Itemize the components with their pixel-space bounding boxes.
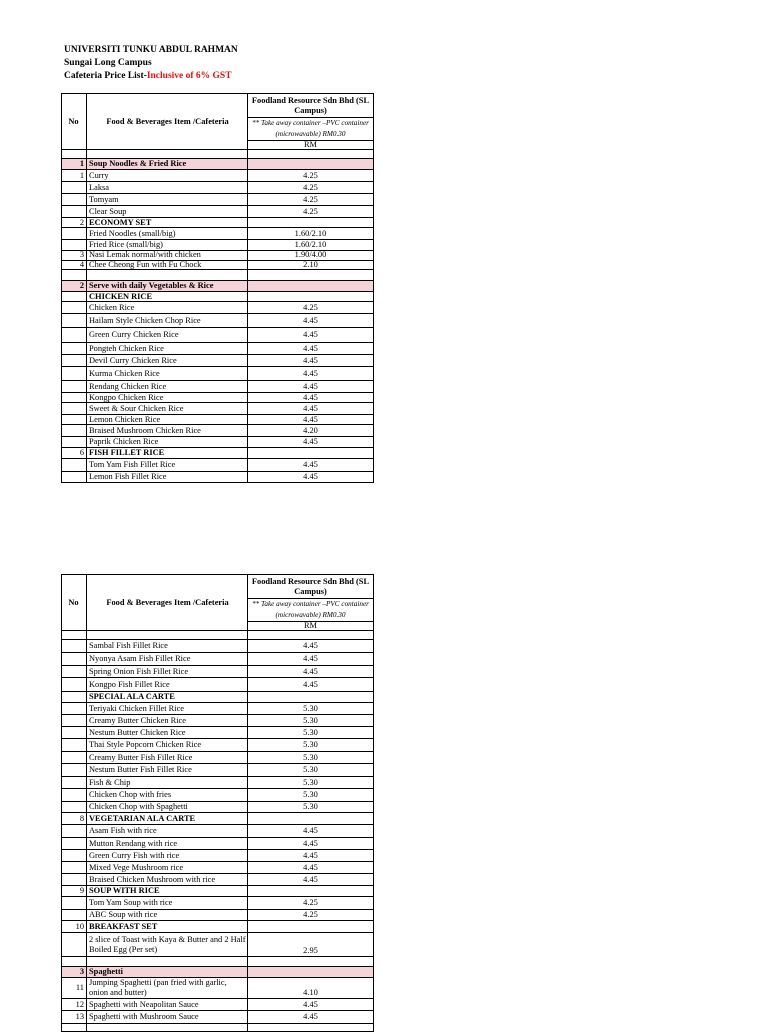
item-price: 4.45: [248, 472, 374, 483]
item-price: 4.25: [248, 182, 374, 194]
item-price: 4.45: [248, 381, 374, 393]
item-name: Nasi Lemak normal/with chicken: [87, 251, 248, 260]
menu-item-row: [62, 182, 374, 194]
item-price: 5.30: [248, 789, 374, 802]
menu-item-row: [62, 302, 374, 314]
item-price: 4.45: [248, 367, 374, 381]
row-number: 11: [62, 978, 87, 999]
item-price: 4.45: [248, 640, 374, 653]
item-price: 5.30: [248, 715, 374, 727]
price-table-1: [61, 93, 374, 483]
item-name: Spring Onion Fish Fillet Rice: [87, 666, 248, 678]
row-number: [62, 631, 87, 640]
menu-item-row: [62, 194, 374, 206]
item-price: 4.45: [248, 343, 374, 355]
menu-item-row: [62, 640, 374, 653]
item-name: ECONOMY SET: [87, 218, 248, 228]
price-table-2: [61, 574, 374, 1032]
row-number: [62, 910, 87, 921]
item-name: Nyonya Asam Fish Fillet Rice: [87, 653, 248, 666]
item-name: [87, 1024, 248, 1032]
row-number: [62, 874, 87, 886]
item-price: [248, 218, 374, 228]
item-price: [248, 692, 374, 703]
item-name: Chicken Chop with fries: [87, 789, 248, 802]
item-name: Creamy Butter Fish Fillet Rice: [87, 752, 248, 764]
document-header: [64, 44, 238, 83]
menu-item-row: [62, 715, 374, 727]
row-number: [62, 367, 87, 381]
item-name: Spaghetti: [87, 967, 248, 978]
item-name: [87, 957, 248, 967]
item-name: Fried Rice (small/big): [87, 240, 248, 251]
item-price: 5.30: [248, 739, 374, 752]
row-number: [62, 393, 87, 403]
row-number: 1: [62, 159, 87, 170]
item-name: Curry: [87, 170, 248, 182]
menu-item-row: [62, 206, 374, 218]
row-number: [62, 343, 87, 355]
menu-item-row: [62, 240, 374, 251]
menu-item-row: [62, 343, 374, 355]
menu-item-row: [62, 251, 374, 260]
row-number: [62, 752, 87, 764]
blank-row: [62, 957, 374, 967]
row-number: [62, 838, 87, 850]
item-price: 4.45: [248, 862, 374, 874]
row-number: [62, 727, 87, 739]
menu-item-row: [62, 789, 374, 802]
item-name: Kongpo Chicken Rice: [87, 393, 248, 403]
currency-label: RM: [248, 622, 374, 631]
item-price: 4.25: [248, 206, 374, 218]
blank-row: [62, 270, 374, 281]
menu-item-row: [62, 472, 374, 483]
price-list-title: [64, 70, 238, 83]
item-name: Creamy Butter Chicken Rice: [87, 715, 248, 727]
item-name: ABC Soup with rice: [87, 910, 248, 921]
item-price: [248, 270, 374, 281]
menu-item-row: [62, 777, 374, 789]
row-number: [62, 933, 87, 957]
row-number: 1: [62, 170, 87, 182]
row-number: 9: [62, 886, 87, 897]
menu-item-row: [62, 437, 374, 448]
item-name: CHICKEN RICE: [87, 292, 248, 302]
item-name: FISH FILLET RICE: [87, 448, 248, 459]
menu-item-row: [62, 448, 374, 459]
item-name: Thai Style Popcorn Chicken Rice: [87, 739, 248, 752]
menu-item-row: [62, 355, 374, 367]
row-number: [62, 957, 87, 967]
item-price: 4.25: [248, 170, 374, 182]
menu-item-row: [62, 739, 374, 752]
section-row: [62, 967, 374, 978]
item-name: Chee Cheong Fun with Fu Chock: [87, 260, 248, 269]
item-price: [248, 159, 374, 170]
item-name: Fish & Chip: [87, 777, 248, 789]
row-number: [62, 270, 87, 281]
col-no-header: No: [62, 575, 87, 631]
row-number: [62, 715, 87, 727]
row-number: 6: [62, 448, 87, 459]
item-price: 4.45: [248, 999, 374, 1011]
menu-item-row: [62, 314, 374, 328]
row-number: [62, 678, 87, 692]
row-number: [62, 228, 87, 240]
row-number: 12: [62, 999, 87, 1011]
item-name: Serve with daily Vegetables & Rice: [87, 281, 248, 292]
item-name: Tom Yam Soup with rice: [87, 897, 248, 910]
col-no-header: No: [62, 94, 87, 150]
item-price: [248, 957, 374, 967]
item-price: [248, 1024, 374, 1032]
price-list-label: Cafeteria Price List-: [64, 71, 147, 81]
row-number: [62, 381, 87, 393]
container-note: ** Take away container –PVC container (microwavable) RM0.30: [248, 599, 374, 622]
item-name: Lemon Chicken Rice: [87, 415, 248, 425]
item-name: Kongpo Fish Fillet Rice: [87, 678, 248, 692]
menu-item-row: [62, 260, 374, 269]
item-price: 4.45: [248, 653, 374, 666]
item-price: 4.45: [248, 328, 374, 343]
item-price: [248, 967, 374, 978]
item-name: 2 slice of Toast with Kaya & Butter and 2 Half Boiled Egg (Per set): [87, 933, 248, 957]
item-name: VEGETARIAN ALA CARTE: [87, 813, 248, 825]
item-price: 4.20: [248, 425, 374, 437]
menu-item-row: [62, 802, 374, 813]
row-number: [62, 328, 87, 343]
menu-item-row: [62, 653, 374, 666]
menu-item-row: [62, 921, 374, 933]
item-name: Lemon Fish Fillet Rice: [87, 472, 248, 483]
item-price: 4.45: [248, 393, 374, 403]
item-price: 5.30: [248, 752, 374, 764]
item-price: [248, 448, 374, 459]
blank-row: [62, 1024, 374, 1032]
item-price: 5.30: [248, 802, 374, 813]
item-price: 5.30: [248, 764, 374, 777]
menu-item-row: [62, 933, 374, 957]
row-number: [62, 739, 87, 752]
row-number: [62, 182, 87, 194]
row-number: [62, 653, 87, 666]
item-price: 1.90/4.00: [248, 251, 374, 260]
item-name: Chicken Rice: [87, 302, 248, 314]
row-number: [62, 850, 87, 862]
item-name: Hailam Style Chicken Chop Rice: [87, 314, 248, 328]
menu-item-row: [62, 678, 374, 692]
item-name: Clear Soup: [87, 206, 248, 218]
table-header-row: [62, 94, 374, 118]
row-number: [62, 802, 87, 813]
row-number: [62, 825, 87, 838]
menu-item-row: [62, 850, 374, 862]
item-price: 4.45: [248, 850, 374, 862]
row-number: [62, 415, 87, 425]
item-price: 4.45: [248, 825, 374, 838]
menu-item-row: [62, 692, 374, 703]
price-table-body: [62, 94, 374, 483]
menu-item-row: [62, 367, 374, 381]
row-number: [62, 459, 87, 472]
row-number: [62, 314, 87, 328]
menu-item-row: [62, 228, 374, 240]
row-number: [62, 292, 87, 302]
item-name: [87, 631, 248, 640]
section-row: [62, 159, 374, 170]
row-number: [62, 897, 87, 910]
item-price: [248, 631, 374, 640]
item-name: Fried Noodles (small/big): [87, 228, 248, 240]
item-name: [87, 150, 248, 159]
menu-item-row: [62, 218, 374, 228]
item-name: Pongteh Chicken Rice: [87, 343, 248, 355]
item-price: 5.30: [248, 727, 374, 739]
row-number: [62, 764, 87, 777]
item-name: BREAKFAST SET: [87, 921, 248, 933]
row-number: [62, 472, 87, 483]
row-number: 10: [62, 921, 87, 933]
item-name: Nestum Butter Fish Fillet Rice: [87, 764, 248, 777]
item-price: 2.95: [248, 933, 374, 957]
menu-item-row: [62, 170, 374, 182]
item-name: Sweet & Sour Chicken Rice: [87, 403, 248, 415]
item-price: [248, 281, 374, 292]
row-number: 3: [62, 967, 87, 978]
item-name: Sambal Fish Fillet Rice: [87, 640, 248, 653]
item-price: 4.45: [248, 459, 374, 472]
item-name: Laksa: [87, 182, 248, 194]
item-price: 4.45: [248, 437, 374, 448]
item-price: 4.45: [248, 314, 374, 328]
menu-item-row: [62, 381, 374, 393]
item-price: 4.25: [248, 302, 374, 314]
item-price: 1.60/2.10: [248, 240, 374, 251]
item-price: 4.45: [248, 403, 374, 415]
row-number: [62, 640, 87, 653]
item-name: Mixed Vege Mushroom rice: [87, 862, 248, 874]
row-number: [62, 302, 87, 314]
row-number: [62, 437, 87, 448]
item-name: Nestum Butter Chicken Rice: [87, 727, 248, 739]
row-number: [62, 240, 87, 251]
col-vendor-header: Foodland Resource Sdn Bhd (SL Campus): [248, 575, 374, 599]
item-name: Braised Mushroom Chicken Rice: [87, 425, 248, 437]
item-price: 4.25: [248, 897, 374, 910]
menu-item-row: [62, 1011, 374, 1024]
university-name: UNIVERSITI TUNKU ABDUL RAHMAN: [64, 45, 238, 55]
menu-item-row: [62, 425, 374, 437]
item-name: Chicken Chop with Spaghetti: [87, 802, 248, 813]
item-price: 4.45: [248, 1011, 374, 1024]
item-price: 4.45: [248, 838, 374, 850]
row-number: [62, 862, 87, 874]
item-name: SPECIAL ALA CARTE: [87, 692, 248, 703]
row-number: [62, 703, 87, 715]
price-table-body: [62, 575, 374, 1032]
row-number: [62, 150, 87, 159]
menu-item-row: [62, 666, 374, 678]
menu-item-row: [62, 403, 374, 415]
row-number: 8: [62, 813, 87, 825]
item-price: 5.30: [248, 703, 374, 715]
item-price: [248, 813, 374, 825]
row-number: 4: [62, 260, 87, 269]
menu-item-row: [62, 838, 374, 850]
item-price: 2.10: [248, 260, 374, 269]
row-number: 13: [62, 1011, 87, 1024]
item-price: 4.45: [248, 678, 374, 692]
row-number: [62, 1024, 87, 1032]
item-name: Spaghetti with Neapolitan Sauce: [87, 999, 248, 1011]
item-price: 4.45: [248, 666, 374, 678]
item-name: SOUP WITH RICE: [87, 886, 248, 897]
item-name: Spaghetti with Mushroom Sauce: [87, 1011, 248, 1024]
item-name: Jumping Spaghetti (pan fried with garlic, onion and butter): [87, 978, 248, 999]
item-name: Soup Noodles & Fried Rice: [87, 159, 248, 170]
menu-item-row: [62, 415, 374, 425]
menu-item-row: [62, 825, 374, 838]
row-number: [62, 355, 87, 367]
menu-item-row: [62, 292, 374, 302]
row-number: [62, 425, 87, 437]
menu-item-row: [62, 978, 374, 999]
item-name: Braised Chicken Mushroom with rice: [87, 874, 248, 886]
item-name: Paprik Chicken Rice: [87, 437, 248, 448]
item-price: 5.30: [248, 777, 374, 789]
container-note: ** Take away container –PVC container (microwavable) RM0.30: [248, 118, 374, 141]
menu-item-row: [62, 703, 374, 715]
item-name: Tomyam: [87, 194, 248, 206]
menu-item-row: [62, 393, 374, 403]
row-number: [62, 692, 87, 703]
item-price: 4.25: [248, 910, 374, 921]
item-price: [248, 150, 374, 159]
item-price: 4.45: [248, 874, 374, 886]
row-number: 3: [62, 251, 87, 260]
menu-item-row: [62, 764, 374, 777]
row-number: [62, 666, 87, 678]
item-name: Rendang Chicken Rice: [87, 381, 248, 393]
row-number: [62, 777, 87, 789]
item-name: Green Curry Fish with rice: [87, 850, 248, 862]
item-name: Devil Curry Chicken Rice: [87, 355, 248, 367]
item-price: 4.45: [248, 355, 374, 367]
menu-item-row: [62, 862, 374, 874]
section-row: [62, 281, 374, 292]
item-name: Green Curry Chicken Rice: [87, 328, 248, 343]
row-number: 2: [62, 281, 87, 292]
item-name: Mutton Rendang with rice: [87, 838, 248, 850]
gst-note: Inclusive of 6% GST: [146, 71, 232, 81]
menu-item-row: [62, 727, 374, 739]
menu-item-row: [62, 459, 374, 472]
col-vendor-header: Foodland Resource Sdn Bhd (SL Campus): [248, 94, 374, 118]
item-name: [87, 270, 248, 281]
menu-item-row: [62, 897, 374, 910]
blank-row: [62, 631, 374, 640]
item-price: 4.45: [248, 415, 374, 425]
row-number: [62, 206, 87, 218]
menu-item-row: [62, 813, 374, 825]
menu-item-row: [62, 999, 374, 1011]
item-price: [248, 886, 374, 897]
col-item-header: Food & Beverages Item /Cafeteria: [87, 575, 248, 631]
item-price: 1.60/2.10: [248, 228, 374, 240]
menu-item-row: [62, 752, 374, 764]
item-name: Tom Yam Fish Fillet Rice: [87, 459, 248, 472]
col-item-header: Food & Beverages Item /Cafeteria: [87, 94, 248, 150]
menu-item-row: [62, 886, 374, 897]
currency-label: RM: [248, 141, 374, 150]
item-price: 4.10: [248, 978, 374, 999]
campus-name: Sungai Long Campus: [64, 58, 152, 68]
item-name: Asam Fish with rice: [87, 825, 248, 838]
row-number: 2: [62, 218, 87, 228]
menu-item-row: [62, 874, 374, 886]
item-price: [248, 292, 374, 302]
item-name: Kurma Chicken Rice: [87, 367, 248, 381]
menu-item-row: [62, 328, 374, 343]
blank-row: [62, 150, 374, 159]
row-number: [62, 789, 87, 802]
row-number: [62, 403, 87, 415]
item-price: 4.25: [248, 194, 374, 206]
menu-item-row: [62, 910, 374, 921]
item-price: [248, 921, 374, 933]
item-name: Teriyaki Chicken Fillet Rice: [87, 703, 248, 715]
table-header-row: [62, 575, 374, 599]
row-number: [62, 194, 87, 206]
